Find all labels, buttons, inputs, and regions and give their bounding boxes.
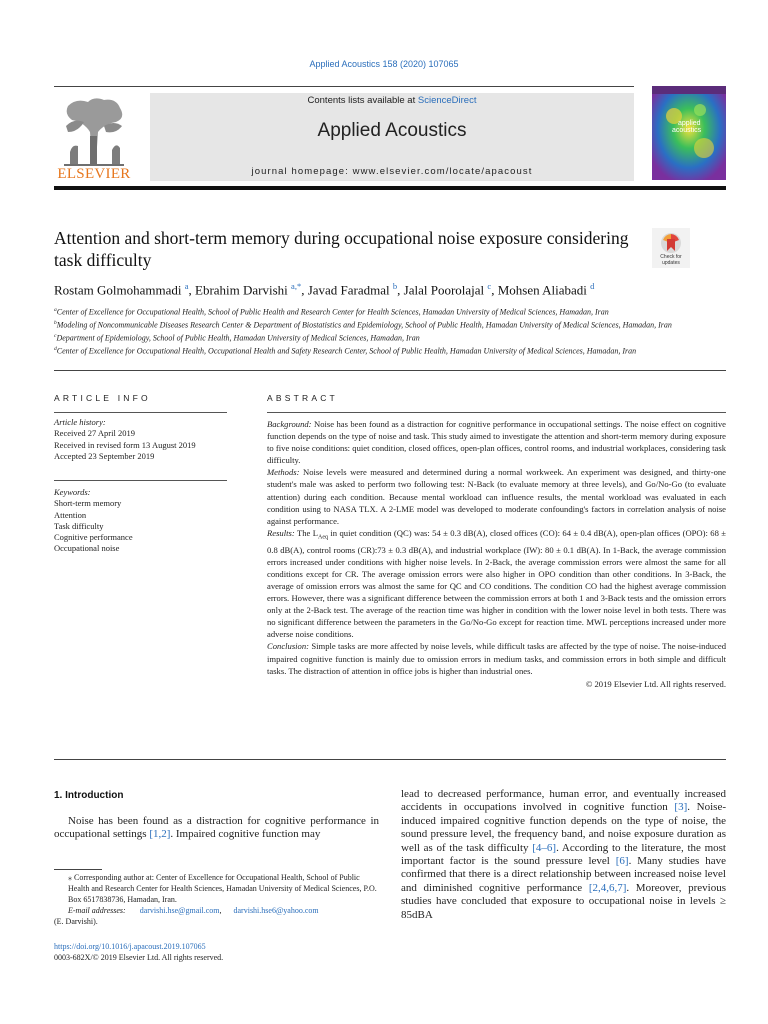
- article-title: Attention and short-term memory during occupational noise exposure considering task difficulty: [54, 228, 629, 270]
- keyword-item: Task difficulty: [54, 520, 104, 531]
- journal-citation[interactable]: Applied Acoustics 158 (2020) 107065: [309, 59, 459, 69]
- results-text-lead: The L: [296, 527, 318, 538]
- author-affiliation-mark[interactable]: a: [184, 281, 189, 291]
- contents-prefix: Contents lists available at: [307, 95, 418, 106]
- affiliation-text: Department of Epidemiology, School of Public Health, Hamadan University of Medical Sciences, Hamadan, Iran: [56, 333, 420, 343]
- author-name: Jalal Poorolajal: [403, 282, 485, 298]
- corresponding-author-text: ⁎ Corresponding author at: Center of Excellence for Occupational Health, School of Public Health and Research Center for Health Sciences, Hamadan University of Medical Sciences, P.O. Box 6517838736, Hamadan, Iran.: [68, 873, 377, 904]
- abstract-body: [267, 418, 726, 690]
- keyword-item: Short-term memory: [54, 498, 122, 509]
- section-divider: [54, 370, 726, 371]
- affiliation-item: [54, 331, 726, 344]
- cover-title-line-1: applied: [678, 120, 701, 127]
- journal-cover-image: [652, 86, 726, 180]
- author-name: Javad Faradmal: [307, 282, 390, 298]
- methods-text: Noise levels were measured and determined during a normal workweek. An experiment was designed, and thirty-one student's male was asked to perform two following test: N-Back (to evaluate memory at three levels), and Go/No-Go (to evaluate attention) during each condition. Because mental workload can influence results, the mental workload was evaluated in each condition using to NASA TLX. A 2-LME model was developed to moderate confounding's factors in correlation analysis of noise against performance.: [267, 467, 726, 526]
- intro-text: . Many studies have confirmed that there is a direct relationship between increased noise level and diminished cognitive performance: [401, 855, 726, 894]
- author-affiliation-mark[interactable]: d: [590, 281, 595, 291]
- conclusion-text: Simple tasks are more affected by noise levels, while difficult tasks are affected by the type of noise. The noise-induced impaired cognitive function is mainly due to omission errors in medium tasks, and commission errors in both simple and difficult tasks. The distraction of attention in office jobs is higher than industrial ones.: [267, 641, 727, 676]
- contents-availability: [150, 95, 634, 106]
- methods-label: Methods:: [267, 467, 300, 478]
- results-label: Results:: [267, 527, 295, 538]
- history-heading: Article history:: [54, 417, 106, 427]
- homepage-url[interactable]: www.elsevier.com/locate/apacoust: [352, 166, 533, 177]
- header-bottom-rule: [54, 186, 726, 190]
- footnote-rule: [54, 869, 102, 870]
- header-top-rule: [54, 86, 634, 87]
- keyword-item: Occupational noise: [54, 543, 120, 554]
- affiliation-mark: b: [54, 319, 57, 326]
- keywords-heading: Keywords:: [54, 487, 91, 497]
- history-item: Received 27 April 2019: [54, 428, 135, 439]
- article-info-rule: [54, 412, 227, 413]
- intro-text: ≥ 85dBA: [401, 895, 726, 921]
- elsevier-wordmark: ELSEVIER: [57, 166, 131, 182]
- abstract-rule: [267, 412, 726, 413]
- background-label: Background:: [267, 419, 312, 429]
- email-label: E-mail addresses:: [68, 906, 126, 915]
- email-link[interactable]: darvishi.hse6@yahoo.com: [233, 906, 319, 915]
- affiliation-item: [54, 305, 726, 318]
- citation-link[interactable]: [3]: [674, 801, 688, 814]
- conclusion-label: Conclusion:: [267, 641, 310, 652]
- background-text: Noise has been found as a distraction for cognitive performance in occupational settings. The noise effect on cognitive function depends on the type of noise and task. This study aimed to investigate the attention and short-term memory during exposure to five noise conditions: quiet condition, closed offices, open-plan offices, control rooms, and industrial workplaces, considering task difficulty.: [267, 419, 727, 466]
- intro-text: lead to decreased performance, human error, and eventually increased accidents in occupations involved in cognitive function: [401, 788, 726, 814]
- affiliation-mark: c: [54, 332, 57, 339]
- citation-link[interactable]: [4–6]: [532, 841, 557, 854]
- abstract-methods: [267, 466, 726, 526]
- article-info-heading: ARTICLE INFO: [54, 393, 151, 403]
- author-affiliation-mark[interactable]: c: [487, 281, 492, 291]
- keyword-item: Attention: [54, 509, 87, 520]
- issn-copyright: 0003-682X/© 2019 Elsevier Ltd. All rights reserved.: [54, 953, 224, 962]
- introduction-heading: 1. Introduction: [54, 790, 124, 801]
- keywords-rule: [54, 480, 227, 481]
- sciencedirect-link[interactable]: ScienceDirect: [417, 95, 477, 106]
- affiliation-text: Center of Excellence for Occupational Health, Occupational Health and Safety Research Center, School of Public Health, Hamadan University of Medical Sciences, Hamadan, Iran: [56, 346, 637, 356]
- email-link[interactable]: darvishi.hse@gmail.com: [139, 906, 220, 915]
- email-owner: (E. Darvishi).: [54, 917, 98, 926]
- author-name: Rostam Golmohammadi: [54, 282, 182, 298]
- intro-text: . Impaired cognitive function may: [170, 828, 321, 841]
- keyword-item: Cognitive performance: [54, 532, 133, 543]
- body-divider: [54, 759, 726, 760]
- affiliation-text: Modeling of Noncommunicable Diseases Research Center & Department of Biostatistics and Epidemiology, School of Public Health, Hamadan University of Medical Sciences, Hamadan, Iran: [56, 320, 672, 330]
- cover-title-line-2: acoustics: [672, 127, 702, 134]
- intro-text: . Moreover, previous studies have concluded that exposure to occupational noise in levels: [401, 881, 726, 908]
- abstract-conclusion: [267, 640, 726, 676]
- doi-link[interactable]: https://doi.org/10.1016/j.apacoust.2019.107065: [54, 942, 206, 951]
- intro-text: Noise has been found as a distraction for cognitive performance in occupational settings: [54, 815, 379, 841]
- author-affiliation-mark[interactable]: b: [392, 281, 398, 291]
- keywords-block: [54, 487, 229, 555]
- affiliation-list: [54, 305, 726, 356]
- corresponding-author-footnote: [54, 872, 379, 927]
- intro-right-column: [401, 788, 726, 922]
- results-text: in quiet condition (QC) was: 54 ± 0.3 dB(A), closed offices (CO): 64 ± 0.4 dB(A), open-plan offices (OPO): 68 ± 0.8 dB(A), control rooms (CR):73 ± 0.3 dB(A), and industrial workplace (IW): 80 ± 0.1 dB(A). In 1-Back, the average commission errors increased under conditions with higher noise levels. In 2-Back, the average commission errors were almost the same for all conditions except for CR. The average omission errors were also higher in OPO condition than other conditions. In 3-Back, the average of omission errors was almost the same for QC and CO conditions. The condition CO had the highest average commission errors. However, there was a significant difference between the commission errors at both 1 and 3-Back tests and the omission errors only at the 2-Back test. The average of the reaction time was higher in condition with the lower noise level in both tests. There was no significant difference between the parameters in the Go/No-Go except for reaction time. MWL perceptions increased under more adverse noise conditions.: [267, 527, 727, 640]
- abstract-results: [267, 527, 726, 641]
- email-line: E-mail addresses: darvishi.hse@gmail.com, darvishi.hse6@yahoo.com: [68, 906, 319, 915]
- homepage-prefix: journal homepage:: [251, 166, 353, 177]
- history-item: Accepted 23 September 2019: [54, 450, 155, 461]
- history-item: Received in revised form 13 August 2019: [54, 439, 196, 450]
- citation-link[interactable]: [6]: [615, 855, 629, 868]
- abstract-heading: ABSTRACT: [267, 393, 338, 403]
- check-for-updates-label[interactable]: Check for updates: [660, 254, 682, 266]
- author-name: Ebrahim Darvishi: [195, 282, 288, 298]
- abstract-copyright: © 2019 Elsevier Ltd. All rights reserved.: [585, 678, 726, 689]
- journal-title: Applied Acoustics: [317, 120, 467, 141]
- abstract-background: [267, 418, 726, 466]
- journal-homepage: [150, 166, 634, 177]
- affiliation-item: [54, 344, 726, 357]
- author-affiliation-mark[interactable]: a,*: [291, 281, 302, 291]
- affiliation-item: [54, 318, 726, 331]
- affiliation-mark: a: [54, 307, 57, 313]
- citation-link[interactable]: [2,4,6,7]: [588, 881, 627, 894]
- affiliation-mark: d: [54, 345, 57, 352]
- results-subscript: Aeq: [317, 534, 328, 541]
- intro-left-column: [54, 815, 379, 842]
- author-name: Mohsen Aliabadi: [497, 282, 587, 298]
- affiliation-text: Center of Excellence for Occupational Health, School of Public Health and Research Center for Health Sciences, Hamadan University of Medical Sciences, Hamadan, Iran: [56, 307, 609, 317]
- author-list: Rostam Golmohammadi $^a$, Ebrahim Darvishi $^{a,*}$, Javad Faradmal $^b$, Jalal Poorolajal $^c$, Mohsen Aliabadi $^d$: [54, 281, 595, 298]
- article-history: [54, 417, 229, 462]
- citation-link[interactable]: [1,2]: [149, 828, 171, 841]
- intro-text: . According to the literature, the most important factor is the sound pressure level: [401, 841, 726, 868]
- intro-text: . Noise-induced impaired cognitive function depends on the type of noise, the sound pressure level, the frequency band, and noise exposure duration as well as of the task difficulty: [401, 801, 726, 854]
